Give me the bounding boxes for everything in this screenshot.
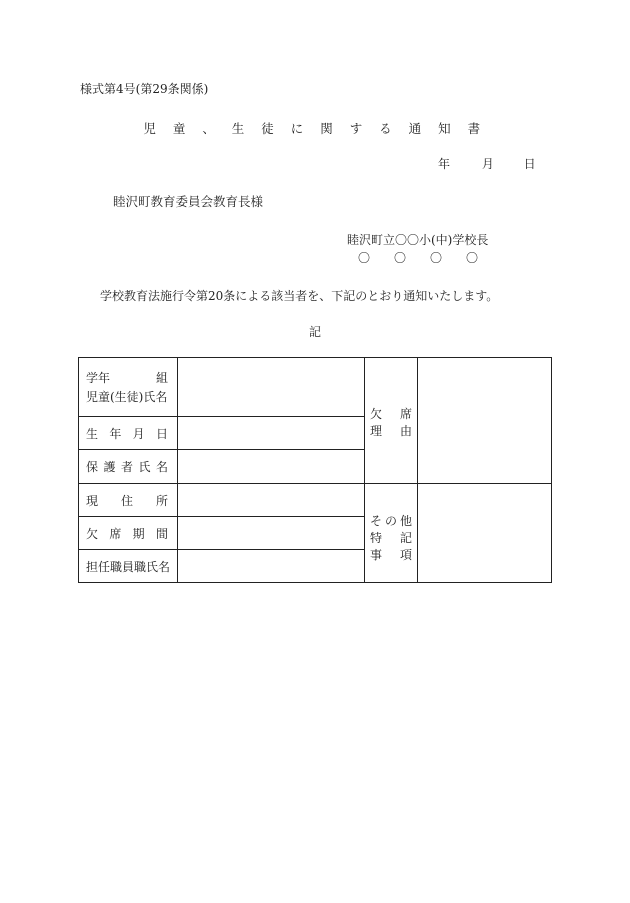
label-address: 現 住 所 [86,494,168,508]
label-grade-class [86,369,168,386]
sender-name-placeholder [358,249,502,266]
table-divider-h [78,516,365,517]
table-divider-v [417,357,418,583]
ki-heading: 記 [308,325,321,339]
sender-name-char: 〇 [394,251,407,265]
document-title: 児 童 、 生 徒 に 関 す る 通 知 書 [143,121,487,136]
label-other-2: 特 記 [370,531,412,545]
label-guardian-name: 保 護 者 氏 名 [86,460,168,474]
date-month: 月 [481,157,494,171]
label-grade: 学年 [86,371,111,385]
date-day: 日 [523,157,536,171]
recipient: 睦沢町教育委員会教育長様 [113,194,264,209]
body-text: 学校教育法施行令第20条による該当者を、下記のとおり通知いたします。 [100,289,499,303]
table-border-bottom [78,582,552,583]
sender-name-char: 〇 [466,251,479,265]
table-divider-h [78,483,552,484]
table-border-right [551,357,552,583]
date-year: 年 [438,157,451,171]
sender-name-char: 〇 [430,251,443,265]
table-divider-h [78,449,365,450]
form-number: 様式第4号(第29条関係) [80,82,209,96]
label-other-3: 事 項 [370,548,412,562]
label-absence-reason-1: 欠 席 [370,407,412,421]
label-teacher-name: 担任職員職氏名 [86,560,171,574]
label-class: 組 [155,371,168,385]
table-divider-h [78,549,365,550]
sender-school: 睦沢町立〇〇小(中)学校長 [347,233,489,247]
table-divider-h [78,416,365,417]
date-line [438,155,536,172]
label-absence-period: 欠 席 期 間 [86,527,168,541]
sender-name-char: 〇 [358,251,371,265]
detail-table [78,357,552,583]
label-other-1: そ の 他 [370,514,412,528]
table-border-top [78,357,552,358]
label-birth-date: 生 年 月 日 [86,427,168,441]
label-student-name: 児童(生徒)氏名 [86,390,168,404]
label-absence-reason-2: 理 由 [370,424,412,438]
